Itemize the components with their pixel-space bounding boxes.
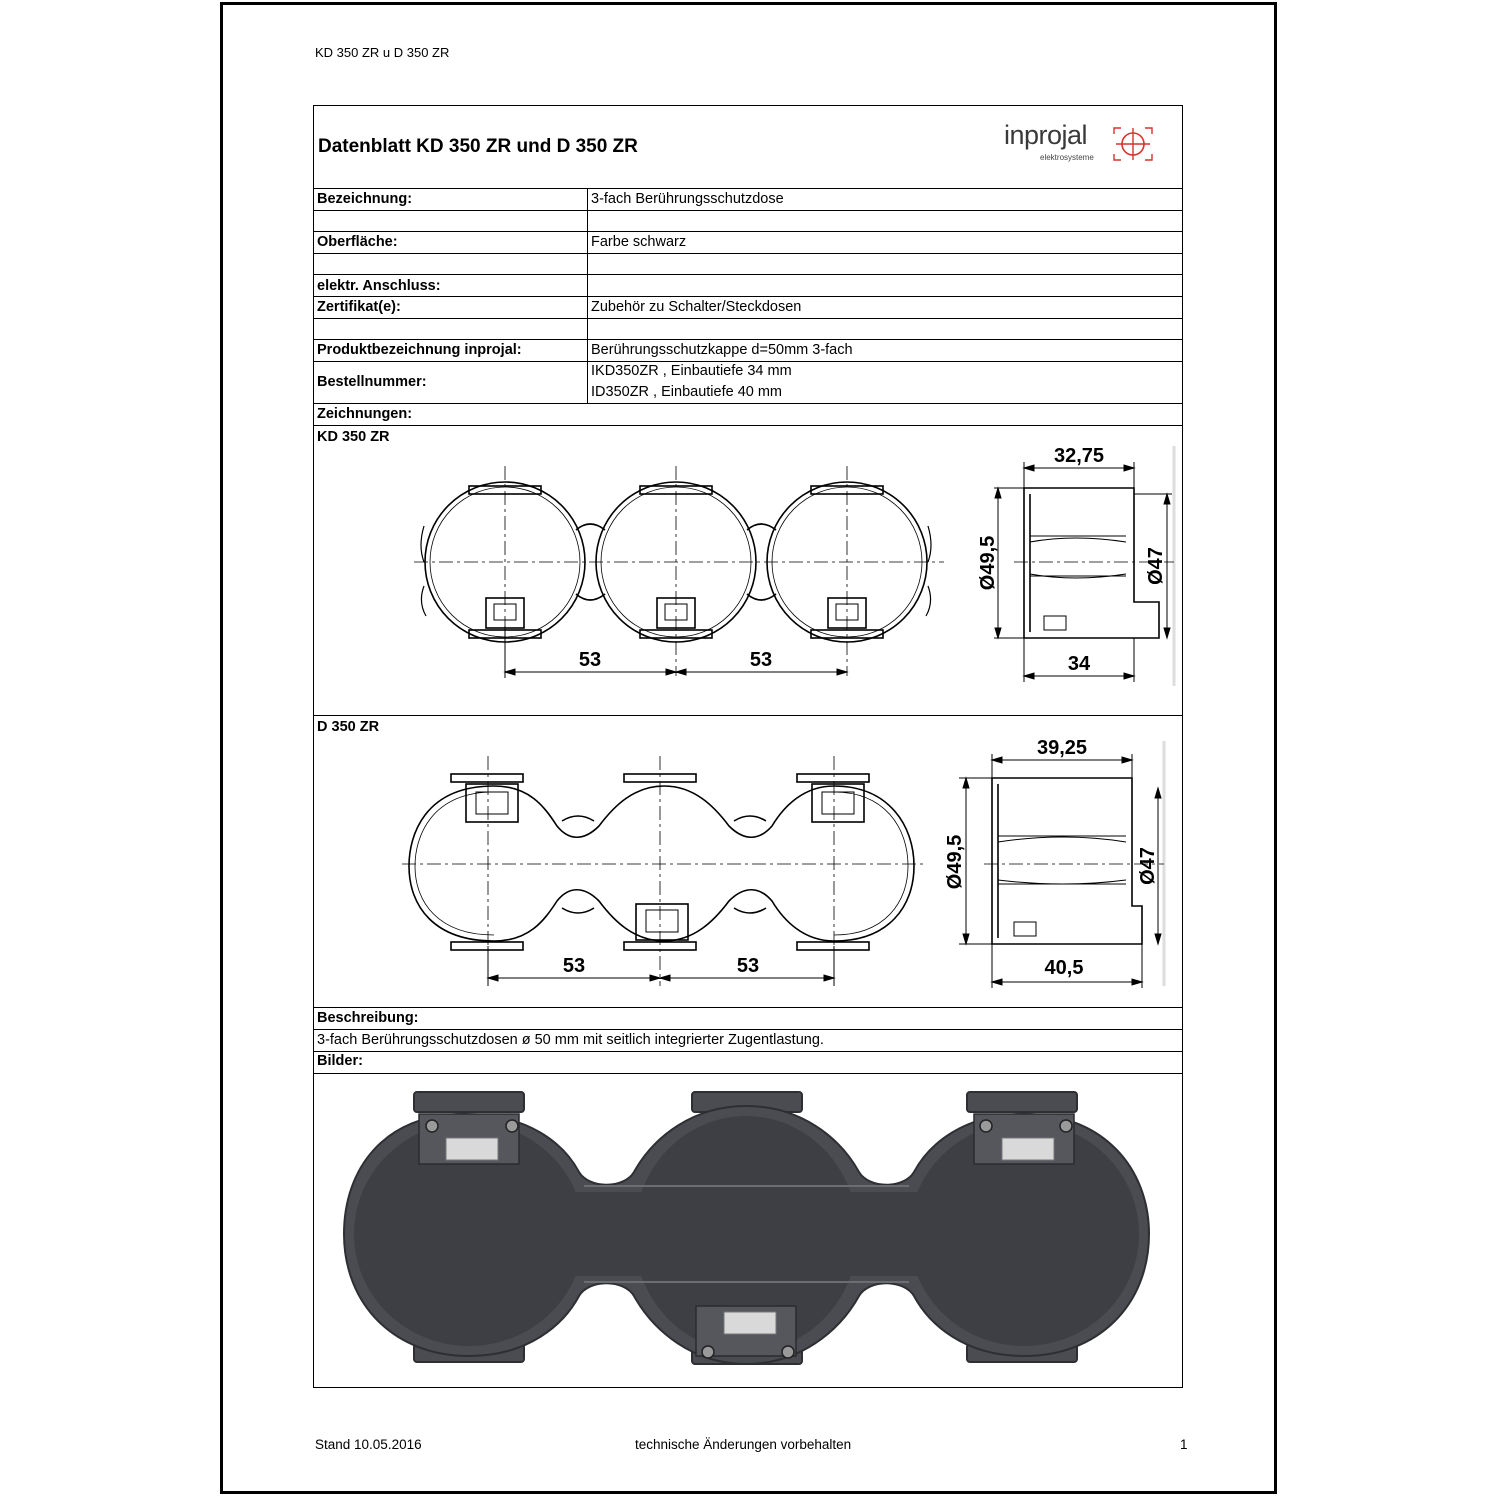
label-beschreibung: Beschreibung: bbox=[317, 1010, 419, 1026]
value-produktbezeichnung: Berührungsschutzkappe d=50mm 3-fach bbox=[591, 342, 853, 358]
spacer-row bbox=[314, 319, 1182, 340]
label-oberflaeche: Oberfläche: bbox=[317, 234, 398, 250]
drawing-kd-350-zr bbox=[314, 426, 1182, 716]
label-kd-350-zr: KD 350 ZR bbox=[317, 429, 390, 445]
label-bilder: Bilder: bbox=[317, 1053, 363, 1069]
row-beschreibung-text bbox=[314, 1030, 1182, 1052]
row-zeichnungen bbox=[314, 404, 1182, 426]
datasheet bbox=[313, 105, 1183, 1388]
row-bezeichnung bbox=[314, 189, 1182, 211]
footer-note: technische Änderungen vorbehalten bbox=[635, 1437, 852, 1452]
value-zertifikat: Zubehör zu Schalter/Steckdosen bbox=[591, 299, 802, 315]
dim-outer-diameter: Ø49,5 bbox=[944, 834, 966, 890]
row-oberflaeche bbox=[314, 232, 1182, 254]
company-logo bbox=[1004, 120, 1164, 166]
logo-tagline: elektrosysteme bbox=[1040, 153, 1094, 162]
dim-spacing-2: 53 bbox=[736, 955, 760, 977]
dim-spacing-1: 53 bbox=[562, 955, 586, 977]
value-oberflaeche: Farbe schwarz bbox=[591, 234, 687, 250]
row-beschreibung bbox=[314, 1008, 1182, 1030]
row-anschluss bbox=[314, 275, 1182, 297]
logo-name: inprojal bbox=[1004, 120, 1088, 150]
dim-spacing-2: 53 bbox=[749, 649, 773, 671]
dim-width: 39,25 bbox=[1036, 737, 1088, 759]
row-bestellnummer bbox=[314, 362, 1182, 404]
footer-date: Stand 10.05.2016 bbox=[315, 1437, 422, 1452]
beschreibung-text: 3-fach Berührungsschutzdosen ø 50 mm mit seitlich integrierter Zugentlastung. bbox=[317, 1032, 824, 1048]
dim-outer-diameter: Ø49,5 bbox=[977, 535, 999, 591]
product-photo bbox=[314, 1074, 1182, 1388]
dim-inner-diameter: Ø47 bbox=[1137, 847, 1159, 885]
label-d-350-zr: D 350 ZR bbox=[317, 719, 380, 735]
value-bestellnummer-1: IKD350ZR , Einbautiefe 34 mm bbox=[591, 363, 792, 379]
d-350-zr-technical-drawing bbox=[314, 716, 1182, 1008]
label-produktbezeichnung: Produktbezeichnung inprojal: bbox=[317, 342, 522, 358]
label-zeichnungen: Zeichnungen: bbox=[317, 406, 413, 422]
label-anschluss: elektr. Anschluss: bbox=[317, 278, 441, 294]
row-zertifikat bbox=[314, 297, 1182, 319]
label-zertifikat: Zertifikat(e): bbox=[317, 299, 401, 315]
kd-350-zr-technical-drawing bbox=[314, 426, 1182, 716]
drawing-d-350-zr bbox=[314, 716, 1182, 1008]
document-reference: KD 350 ZR u D 350 ZR bbox=[315, 45, 450, 60]
crosshair-logo-icon bbox=[1112, 126, 1154, 162]
spacer-row bbox=[314, 211, 1182, 232]
row-bilder bbox=[314, 1052, 1182, 1074]
datasheet-title: Datenblatt KD 350 ZR und D 350 ZR bbox=[318, 136, 638, 157]
dim-depth: 40,5 bbox=[1044, 957, 1084, 979]
label-bestellnummer: Bestellnummer: bbox=[317, 374, 427, 390]
value-bestellnummer-2: ID350ZR , Einbautiefe 40 mm bbox=[591, 384, 783, 400]
value-bezeichnung: 3-fach Berührungsschutzdose bbox=[591, 191, 784, 207]
dim-width: 32,75 bbox=[1053, 445, 1105, 467]
dim-depth: 34 bbox=[1067, 653, 1091, 675]
label-bezeichnung: Bezeichnung: bbox=[317, 191, 413, 207]
page-number: 1 bbox=[1180, 1437, 1188, 1452]
dim-spacing-1: 53 bbox=[578, 649, 602, 671]
title-row bbox=[314, 106, 1182, 189]
row-produktbezeichnung bbox=[314, 340, 1182, 362]
dim-inner-diameter: Ø47 bbox=[1145, 547, 1167, 585]
spacer-row bbox=[314, 254, 1182, 275]
